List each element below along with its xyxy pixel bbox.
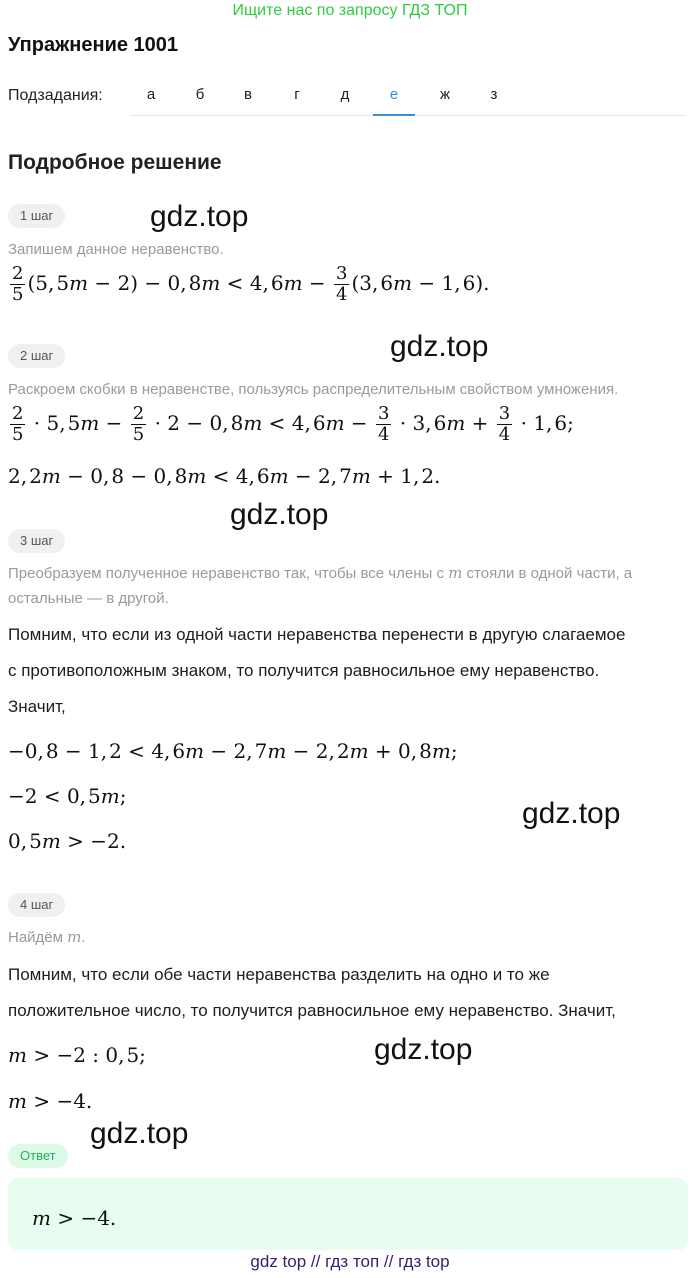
step-2-formula-1: $\frac{2}{5}$ · 5, 5m − $\frac{2}{5}$ · 2 − 0, 8m < 4, 6m − $\frac{3}{4}$ · 3, 6m + $\frac{3}{4}$ · 1, 6; [12, 403, 574, 445]
step-1-formula: $\frac{2}{5}$ (5, 5m − 2) − 0, 8m < 4, 6m − $\frac{3}{4}$ (3, 6m − 1, 6). [12, 263, 490, 305]
step-3-formula-1: −0, 8 − 1, 2 < 4, 6m − 2, 7m − 2, 2m + 0, 8m; [8, 739, 458, 763]
subtask-tab-b[interactable]: б [195, 86, 205, 103]
watermark: gdz.top [374, 1033, 473, 1066]
answer-formula: m > −4. [32, 1206, 117, 1230]
subtask-tab-z[interactable]: з [490, 86, 498, 103]
step-3-hint: Преобразуем полученное неравенство так, чтобы все члены с m стояли в одной части, а остальные — в другой. [8, 564, 633, 607]
subtask-tab-e[interactable]: е [373, 74, 415, 116]
watermark: gdz.top [90, 1117, 189, 1150]
step-4-text-1: Помним, что если обе части неравенства разделить на одно и то же [8, 965, 550, 984]
watermark: gdz.top [230, 498, 329, 531]
step-1-badge: 1 шаг [8, 204, 65, 228]
watermark: gdz.top [150, 200, 249, 233]
step-3-formula-2: −2 < 0, 5m; [8, 784, 127, 808]
step-2-hint: Раскроем скобки в неравенстве, пользуясь распределительным свойством умножения. [8, 381, 619, 398]
footer-links[interactable]: gdz top // гдз топ // гдз top [250, 1252, 450, 1271]
step-4-formula-2: m > −4. [8, 1089, 93, 1113]
subtask-tab-a[interactable]: а [146, 86, 156, 103]
search-banner: Ищите нас по запросу ГДЗ ТОП [232, 2, 468, 19]
answer-badge: Ответ [8, 1144, 68, 1168]
step-3-text-3: Значит, [8, 697, 66, 716]
step-3-badge: 3 шаг [8, 529, 65, 553]
step-4-text-2: положительное число, то получится равносильное ему неравенство. Значит, [8, 1001, 616, 1020]
subtasks-label: Подзадания: [8, 87, 103, 104]
subtask-tabs [130, 74, 686, 116]
exercise-title: Упражнение 1001 [8, 34, 179, 56]
step-2-formula-2: 2, 2m − 0, 8 − 0, 8m < 4, 6m − 2, 7m + 1, 2. [8, 464, 441, 488]
subtask-tab-v[interactable]: в [244, 86, 252, 103]
step-4-hint: Найдём m. [8, 928, 86, 946]
step-3-formula-3: 0, 5m > −2. [8, 829, 127, 853]
watermark: gdz.top [390, 330, 489, 363]
subtask-tab-d[interactable]: д [340, 86, 350, 103]
step-4-formula-1: m > −2 : 0, 5; [8, 1043, 146, 1067]
step-4-badge: 4 шаг [8, 893, 65, 917]
subtask-tab-zh[interactable]: ж [439, 86, 451, 103]
step-1-hint: Запишем данное неравенство. [8, 241, 224, 258]
solution-title: Подробное решение [8, 151, 222, 174]
step-3-text-1: Помним, что если из одной части неравенства перенести в другую слагаемое [8, 625, 626, 644]
subtask-tab-g[interactable]: г [294, 86, 300, 103]
step-2-badge: 2 шаг [8, 344, 65, 368]
step-3-text-2: с противоположным знаком, то получится равносильное ему неравенство. [8, 661, 600, 680]
watermark: gdz.top [522, 797, 621, 830]
